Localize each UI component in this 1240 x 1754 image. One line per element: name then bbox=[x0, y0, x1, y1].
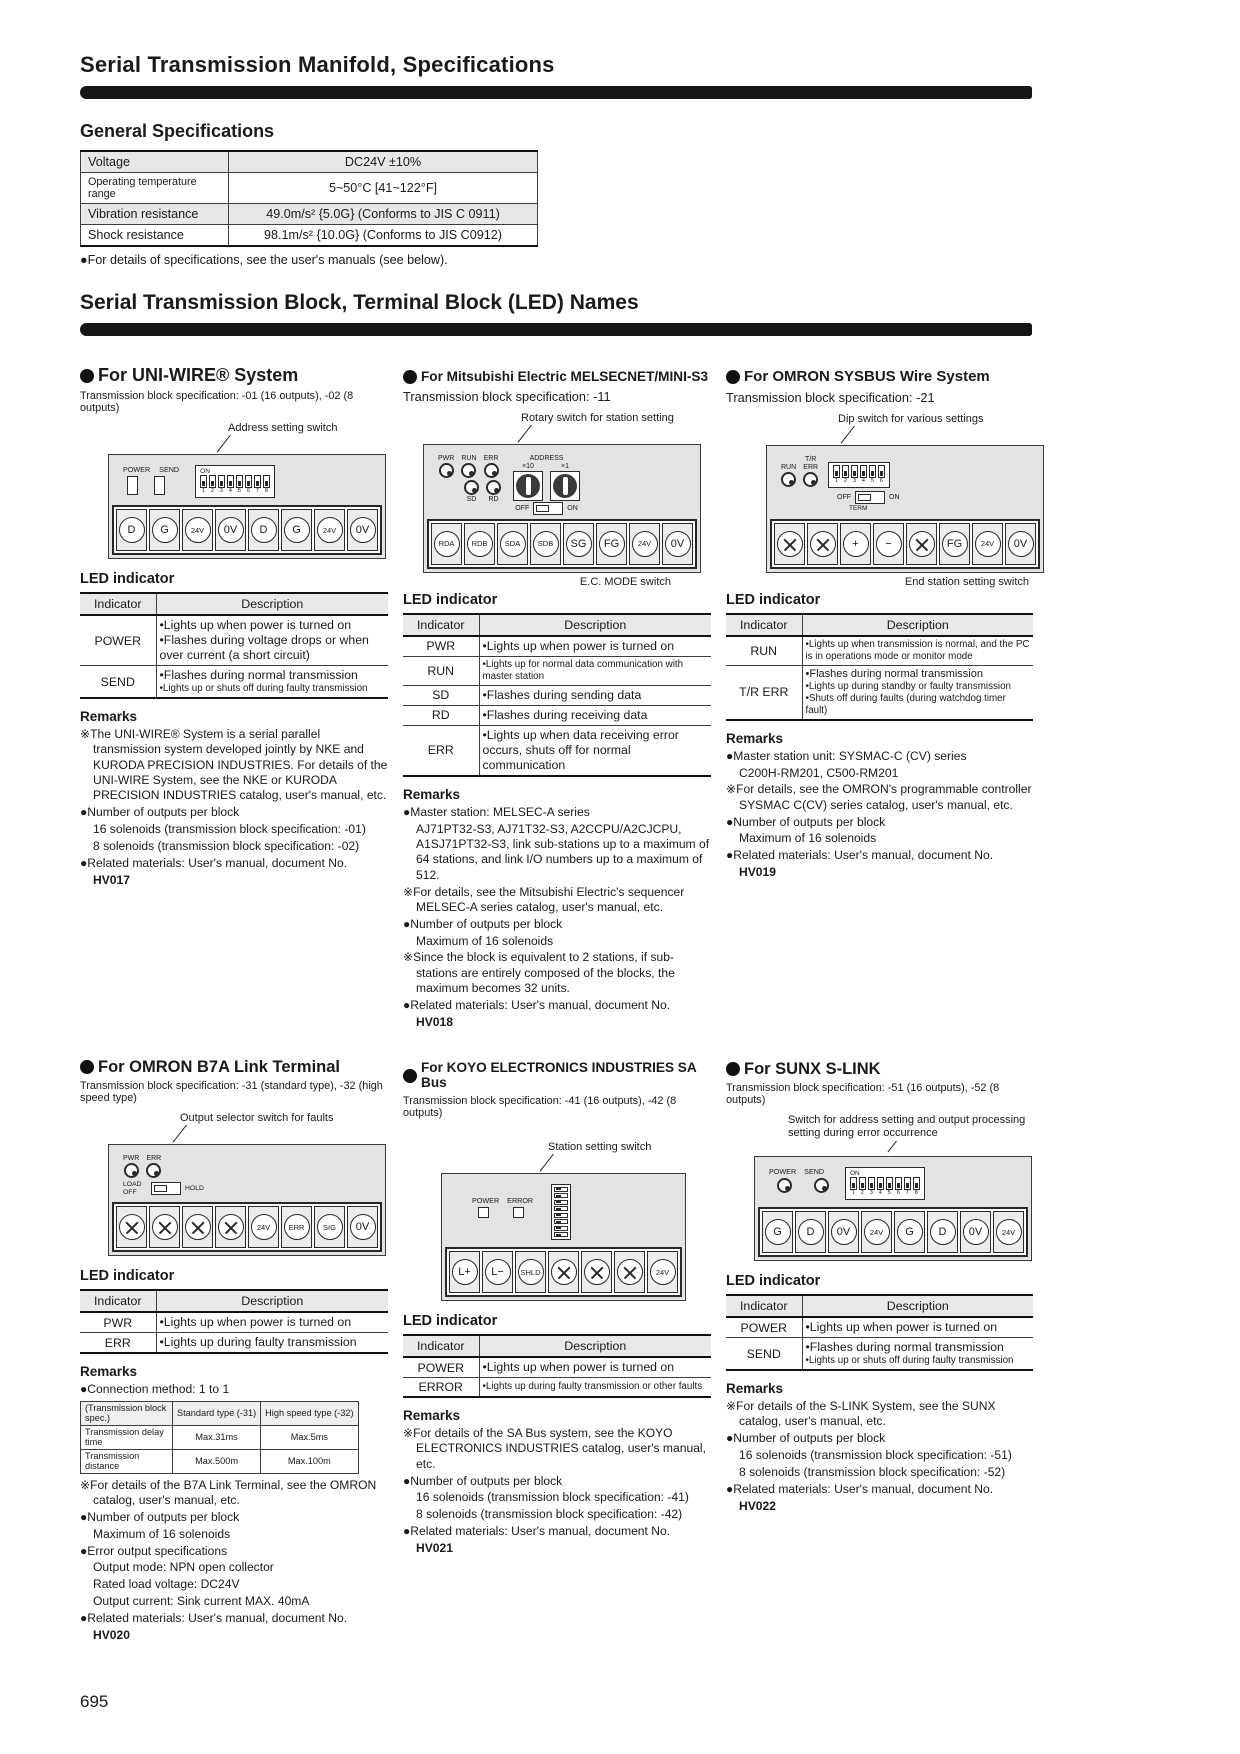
terminal: D bbox=[248, 509, 279, 551]
remark-item: Maximum of 16 solenoids bbox=[93, 1526, 231, 1541]
title-bar bbox=[80, 86, 1032, 99]
led-group bbox=[123, 465, 179, 495]
dip-lever-icon bbox=[554, 1213, 568, 1218]
table-row: (Transmission block spec.) Standard type (-31) High speed type (-32) bbox=[81, 1401, 359, 1425]
slide-switch-icon bbox=[855, 491, 885, 504]
spec-value: 49.0m/s² {5.0G} (Conforms to JIS C 0911) bbox=[229, 204, 538, 225]
spec-value: 5~50°C [41~122°F] bbox=[229, 173, 538, 204]
spec-value: DC24V ±10% bbox=[229, 151, 538, 173]
led-group: POWER ERROR bbox=[472, 1196, 533, 1218]
terminal: 24V bbox=[993, 1211, 1024, 1253]
dip-switch-lever: 7 bbox=[904, 1177, 911, 1197]
screw-icon bbox=[551, 1259, 577, 1285]
terminal: + bbox=[840, 523, 871, 565]
terminal: 0V bbox=[1005, 523, 1036, 565]
terminal: 24V bbox=[314, 509, 345, 551]
led-table-row: POWER •Lights up when power is turned on bbox=[403, 1357, 711, 1378]
led-table-row: ERR •Lights up during faulty transmission bbox=[80, 1333, 388, 1354]
remarks-heading: Remarks bbox=[726, 730, 784, 746]
remark-item: Output mode: NPN open collector bbox=[93, 1560, 274, 1575]
remark-item: Rated load voltage: DC24V bbox=[93, 1577, 240, 1592]
rotary-switch-x1-icon bbox=[553, 474, 577, 498]
led-table-row: SD •Flashes during sending data bbox=[403, 685, 711, 705]
document-number: HV019 bbox=[739, 865, 776, 880]
dip-switch-lever: 4 bbox=[860, 465, 867, 485]
terminal: 24V bbox=[861, 1211, 892, 1253]
terminal: 24V bbox=[182, 509, 213, 551]
terminal: 0V bbox=[347, 509, 378, 551]
device-caption: Switch for address setting and output processing setting during error occurrence bbox=[726, 1114, 1033, 1156]
terminal-strip bbox=[770, 519, 1040, 569]
err-led-icon bbox=[146, 1163, 161, 1178]
dip-switch-lever: 8 bbox=[263, 475, 270, 495]
dip-switch-lever: 3 bbox=[218, 475, 225, 495]
dip-switch-lever: 5 bbox=[886, 1177, 893, 1197]
terminal: 24V bbox=[248, 1206, 279, 1248]
document-number: HV020 bbox=[93, 1627, 130, 1642]
led-group: POWER SEND bbox=[769, 1167, 829, 1193]
section-title-text: For KOYO ELECTRONICS INDUSTRIES SA Bus bbox=[421, 1059, 697, 1090]
terminal: 0V bbox=[347, 1206, 378, 1248]
led-table: Indicator Description PWR •Lights up when power is turned on RUN •Lights up for normal data communication with master station SD •Flashes during sending data RD •Flashes during receiving data ERR •Lights up when data receiving error occurs, shuts off for normal communication bbox=[403, 613, 711, 777]
remark-item: 8 solenoids (transmission block specification: -02) bbox=[93, 838, 360, 853]
remark-item: Maximum of 16 solenoids bbox=[416, 933, 554, 948]
remark-item: ※For details of the B7A Link Terminal, see the OMRON catalog, user's manual, etc. bbox=[80, 1477, 377, 1508]
terminal: SHLD bbox=[515, 1251, 546, 1293]
table-row bbox=[81, 225, 538, 247]
screw-icon bbox=[909, 531, 935, 557]
bullet-icon bbox=[726, 370, 740, 384]
section-omron-b7a bbox=[80, 1058, 388, 1645]
dip-switch-lever: 1 bbox=[833, 465, 840, 485]
led-table-row: POWER •Lights up when power is turned on •Flashes during voltage drops or when over current (a short circuit) bbox=[80, 615, 388, 666]
sa-bus-device-diagram bbox=[441, 1173, 686, 1302]
bullet-icon bbox=[403, 370, 417, 384]
end-station-switch: OFF ON bbox=[837, 491, 900, 504]
device-caption: Rotary switch for station setting bbox=[403, 412, 711, 444]
remark-item: ●Number of outputs per block bbox=[726, 1431, 886, 1446]
remarks bbox=[403, 805, 711, 1030]
terminal: L+ bbox=[449, 1251, 480, 1293]
terminal bbox=[906, 523, 937, 565]
terminal: 24V bbox=[629, 523, 660, 565]
remarks-heading: Remarks bbox=[726, 1381, 784, 1396]
section-spec: Transmission block specification: -01 (16 outputs), -02 (8 outputs) bbox=[80, 389, 354, 414]
remarks bbox=[726, 749, 1033, 881]
terminal: G bbox=[894, 1211, 925, 1253]
led-table-row: ERROR •Lights up during faulty transmission or other faults bbox=[403, 1378, 711, 1398]
sections-row-2 bbox=[80, 1058, 1032, 1645]
led-indicator-heading: LED indicator bbox=[80, 571, 175, 588]
leader-line-icon bbox=[540, 1153, 554, 1171]
melsecnet-device-diagram bbox=[423, 444, 701, 573]
led-group: PWR RUN ERR SD RD bbox=[438, 455, 501, 503]
section-title bbox=[403, 1061, 711, 1091]
section-title bbox=[403, 370, 711, 385]
terminal bbox=[548, 1251, 579, 1293]
slide-switch-icon bbox=[151, 1182, 181, 1195]
section-spec: Transmission block specification: -41 (16 outputs), -42 (8 outputs) bbox=[403, 1094, 677, 1119]
b7a-comparison-table bbox=[80, 1401, 359, 1474]
remarks-heading: Remarks bbox=[403, 1408, 461, 1424]
slide-switch-icon bbox=[533, 502, 563, 515]
terminal: D bbox=[927, 1211, 958, 1253]
remark-item: ※For details of the SA Bus system, see the KOYO ELECTRONICS INDUSTRIES catalog, user's manual, etc. bbox=[403, 1426, 706, 1471]
led-table: Indicator Description POWER •Lights up when power is turned on ERROR •Lights up during faulty transmission or other faults bbox=[403, 1334, 711, 1398]
remark-item: 16 solenoids (transmission block specification: -41) bbox=[416, 1490, 689, 1505]
remark-item: ●Master station unit: SYSMAC-C (CV) series bbox=[726, 748, 967, 763]
led-indicator-heading: LED indicator bbox=[726, 1273, 821, 1290]
terminal: RDA bbox=[431, 523, 462, 565]
send-led-icon bbox=[154, 476, 165, 495]
remarks bbox=[403, 1426, 711, 1556]
terminal-strip bbox=[427, 519, 697, 569]
section-title-text: For UNI-WIRE® System bbox=[98, 365, 299, 385]
document-number: HV018 bbox=[416, 1014, 453, 1029]
remarks bbox=[726, 1399, 1033, 1514]
address-dip-switch: ON 1 2 3 4 5 6 7 8 bbox=[845, 1167, 925, 1200]
remark-item: ●Error output specifications bbox=[80, 1543, 228, 1558]
dip-lever-icon bbox=[554, 1187, 568, 1192]
screw-icon bbox=[810, 531, 836, 557]
section-mitsubishi-melsecnet bbox=[403, 352, 711, 1032]
remark-item: ※For details, see the Mitsubishi Electric's sequencer MELSEC-A series catalog, user's manual, etc. bbox=[403, 884, 685, 914]
remark-item: ※For details of the S-LINK System, see the SUNX catalog, user's manual, etc. bbox=[726, 1399, 996, 1429]
remarks bbox=[80, 1382, 388, 1643]
spec-value: 98.1m/s² {10.0G} (Conforms to JIS C0912) bbox=[229, 225, 538, 247]
sd-led-icon bbox=[464, 480, 479, 495]
table-row bbox=[81, 151, 538, 173]
page-number: 695 bbox=[80, 1692, 109, 1711]
terminal bbox=[215, 1206, 246, 1248]
dip-switch-lever: 3 bbox=[851, 465, 858, 485]
section-title bbox=[80, 366, 388, 386]
power-led-icon bbox=[777, 1178, 792, 1193]
terminal: SDA bbox=[497, 523, 528, 565]
dip-switch-lever: 4 bbox=[877, 1177, 884, 1197]
remark-item: Output current: Sink current MAX. 40mA bbox=[93, 1594, 310, 1609]
dip-switch-lever: 2 bbox=[859, 1177, 866, 1197]
section-title bbox=[726, 369, 1033, 386]
screw-icon bbox=[777, 531, 803, 557]
remarks-heading: Remarks bbox=[80, 1364, 138, 1380]
document-number: HV022 bbox=[739, 1498, 776, 1513]
terminal: 24V bbox=[647, 1251, 678, 1293]
remarks bbox=[80, 727, 388, 888]
address-dip-switch: ON 1 2 3 4 5 6 7 8 bbox=[195, 465, 275, 498]
terminal: FG bbox=[939, 523, 970, 565]
terminal: FG bbox=[596, 523, 627, 565]
led-indicator-heading: LED indicator bbox=[726, 591, 821, 608]
section-uni-wire bbox=[80, 352, 388, 889]
specs-note: ●For details of specifications, see the user's manuals (see below). bbox=[80, 253, 448, 267]
spec-label: Voltage bbox=[81, 151, 229, 173]
dip-switch-lever: 6 bbox=[245, 475, 252, 495]
terminal bbox=[614, 1251, 645, 1293]
run-led-icon bbox=[461, 463, 476, 478]
dip-switch-lever: 2 bbox=[209, 475, 216, 495]
general-specs-heading: General Specifications bbox=[80, 121, 275, 141]
dip-switch-lever: 5 bbox=[869, 465, 876, 485]
section-spec: Transmission block specification: -31 (standard type), -32 (high speed type) bbox=[80, 1079, 383, 1104]
led-table-row: ERR •Lights up when data receiving error occurs, shuts off for normal communication bbox=[403, 725, 711, 776]
remark-item: ●Related materials: User's manual, document No. bbox=[403, 1524, 671, 1539]
dip-switch-lever: 7 bbox=[254, 475, 261, 495]
terminal: G bbox=[149, 509, 180, 551]
led-label: SEND bbox=[159, 464, 180, 474]
section-spec: Transmission block specification: -11 bbox=[403, 388, 611, 404]
section-spec: Transmission block specification: -21 bbox=[726, 389, 935, 405]
device-caption-2: E.C. MODE switch bbox=[579, 575, 671, 588]
device-caption: Dip switch for various settings bbox=[726, 413, 1033, 445]
pwr-led-icon bbox=[124, 1163, 139, 1178]
remark-item: 16 solenoids (transmission block specification: -51) bbox=[739, 1448, 1012, 1463]
dip-switch-lever: 1 bbox=[200, 475, 207, 495]
terminal: 0V bbox=[828, 1211, 859, 1253]
dip-switch-lever: 5 bbox=[236, 475, 243, 495]
remark-item: ●Related materials: User's manual, document No. bbox=[726, 848, 994, 863]
device-caption-2: End station setting switch bbox=[904, 575, 1029, 588]
led-indicator-heading: LED indicator bbox=[403, 1313, 498, 1330]
remark-item: ●Number of outputs per block bbox=[80, 805, 240, 820]
terminal bbox=[149, 1206, 180, 1248]
terminal bbox=[807, 523, 838, 565]
run-led-icon bbox=[781, 472, 796, 487]
remark-item: ※For details, see the OMRON's programmable controller SYSMAC C(CV) series catalog, user's manual, etc. bbox=[726, 782, 1032, 812]
s-link-device-diagram bbox=[754, 1156, 1032, 1261]
dip-lever-icon bbox=[554, 1200, 568, 1205]
sections-row-1 bbox=[80, 352, 1032, 1032]
page-title: Serial Transmission Manifold, Specifications bbox=[80, 52, 555, 77]
table-row: Transmission delay time Max.31ms Max.5ms bbox=[81, 1425, 359, 1449]
terminal: 0V bbox=[960, 1211, 991, 1253]
section-title bbox=[80, 1058, 388, 1076]
bullet-icon bbox=[80, 1060, 94, 1074]
dip-switch-lever: 4 bbox=[227, 475, 234, 495]
terminal-strip bbox=[758, 1207, 1028, 1257]
terminal-strip bbox=[112, 505, 382, 555]
ec-mode-switch: OFF ON bbox=[515, 502, 578, 515]
led-label: POWER bbox=[123, 464, 151, 474]
heading-bar bbox=[80, 323, 1032, 336]
led-indicator-heading: LED indicator bbox=[80, 1268, 175, 1285]
power-led-icon bbox=[127, 476, 138, 495]
terminal: 24V bbox=[972, 523, 1003, 565]
terminal: D bbox=[116, 509, 147, 551]
section-title-text: For SUNX S-LINK bbox=[744, 1059, 881, 1078]
terminal: 0V bbox=[215, 509, 246, 551]
remarks-heading: Remarks bbox=[80, 709, 138, 725]
leader-line-icon bbox=[887, 1140, 896, 1152]
remark-item: 16 solenoids (transmission block specification: -01) bbox=[93, 822, 366, 837]
screw-icon bbox=[218, 1214, 244, 1240]
leader-line-icon bbox=[518, 425, 532, 443]
led-group: PWR ERR bbox=[123, 1155, 161, 1178]
dip-switch-lever: 3 bbox=[868, 1177, 875, 1197]
remark-item: ●Related materials: User's manual, document No. bbox=[80, 1611, 348, 1625]
device-caption: Address setting switch bbox=[80, 422, 388, 454]
error-led-icon bbox=[513, 1207, 524, 1218]
b7a-device-diagram bbox=[108, 1144, 386, 1257]
device-caption: Output selector switch for faults bbox=[80, 1112, 388, 1144]
led-table-row: RUN •Lights up when transmission is normal, and the PC is in operations mode or monitor mode bbox=[726, 636, 1033, 665]
led-table: Indicator Description POWER •Lights up when power is turned on SEND •Flashes during normal transmission •Lights up or shuts off during faulty transmission bbox=[726, 1294, 1033, 1371]
screw-icon bbox=[185, 1214, 211, 1240]
sysbus-device-diagram: RUN T/R ERR 1 2 3 4 5 6 OFF ON TERM + − FG 24V 0V bbox=[766, 445, 1044, 573]
terminal: 0V bbox=[662, 523, 693, 565]
rotary-switch-x10-icon bbox=[516, 474, 540, 498]
terminal bbox=[581, 1251, 612, 1293]
block-names-heading: Serial Transmission Block, Terminal Block (LED) Names bbox=[80, 291, 639, 314]
leader-line-icon bbox=[841, 425, 855, 443]
dip-switch-lever: 6 bbox=[895, 1177, 902, 1197]
leader-line-icon bbox=[217, 434, 231, 452]
led-table: Indicator Description PWR •Lights up when power is turned on ERR •Lights up during faulty transmission bbox=[80, 1289, 388, 1354]
dip-lever-icon bbox=[554, 1193, 568, 1198]
led-group: RUN T/R ERR bbox=[781, 456, 818, 487]
led-table-row: SEND •Flashes during normal transmission •Lights up or shuts off during faulty transmission bbox=[80, 666, 388, 698]
remark-item: Maximum of 16 solenoids bbox=[739, 831, 877, 846]
address-rotary-switches: ADDRESS ×10 ×1 OFF ON bbox=[513, 455, 580, 515]
section-title-text: For OMRON SYSBUS Wire System bbox=[744, 368, 990, 385]
section-title-text: For OMRON B7A Link Terminal bbox=[98, 1057, 341, 1076]
remarks-heading: Remarks bbox=[403, 786, 461, 802]
led-table-row: RD •Flashes during receiving data bbox=[403, 705, 711, 725]
remark-item: ●Number of outputs per block bbox=[403, 1473, 563, 1488]
remark-item: ●Related materials: User's manual, document No. bbox=[726, 1481, 994, 1496]
led-table-row: PWR •Lights up when power is turned on bbox=[80, 1312, 388, 1333]
remark-item: ※The UNI-WIRE® System is a serial parallel transmission system developed jointly by NKE and KURODA PRECISION INDUSTRIES. For details of the UNI-WIRE System, see the NKE or KURODA PRECISION INDUSTRIES catalog, user's manual, etc. bbox=[80, 727, 388, 803]
dip-switch-lever: 1 bbox=[850, 1177, 857, 1197]
power-led-icon bbox=[478, 1207, 489, 1218]
table-row: Transmission distance Max.500m Max.100m bbox=[81, 1449, 359, 1473]
dip-lever-icon bbox=[554, 1206, 568, 1211]
terminal: L− bbox=[482, 1251, 513, 1293]
led-table: Indicator Description POWER •Lights up when power is turned on •Flashes during voltage drops or when over current (a short circuit) SEND •Flashes during normal transmission •Lights up or shuts off during faulty transmission bbox=[80, 592, 388, 699]
led-table-row: T/R ERR •Flashes during normal transmission •Lights up during standby or faulty transmission •Shuts off during faults (during watchdog timer fault) bbox=[726, 665, 1033, 720]
screw-icon bbox=[119, 1214, 145, 1240]
terminal bbox=[116, 1206, 147, 1248]
remark-item: AJ71PT32-S3, AJ71T32-S3, A2CCPU/A2CJCPU, A1SJ71PT32-S3, link sub-stations up to a maximum of 64 stations, and link I/O numbers up to a maximum of 512. bbox=[416, 821, 710, 882]
terminal: SG bbox=[563, 523, 594, 565]
screw-icon bbox=[584, 1259, 610, 1285]
send-led-icon bbox=[814, 1178, 829, 1193]
terminal: SDB bbox=[530, 523, 561, 565]
fault-output-switch: LOAD OFF HOLD bbox=[123, 1180, 204, 1196]
terminal-strip bbox=[445, 1247, 682, 1297]
dip-switch-lever: 8 bbox=[913, 1177, 920, 1197]
led-table-row: PWR •Lights up when power is turned on bbox=[403, 636, 711, 657]
bullet-icon bbox=[80, 369, 94, 383]
document-number: HV017 bbox=[93, 872, 130, 887]
remark-item: ●Related materials: User's manual, document No. bbox=[403, 997, 671, 1012]
terminal: D bbox=[795, 1211, 826, 1253]
table-row bbox=[81, 204, 538, 225]
remark-item: C200H-RM201, C500-RM201 bbox=[739, 765, 899, 780]
remark-item: 8 solenoids (transmission block specification: -42) bbox=[416, 1507, 683, 1522]
remark-item: ●Number of outputs per block bbox=[80, 1509, 240, 1524]
remark-item: ※Since the block is equivalent to 2 stations, if sub-stations are entirely composed of the blocks, the maximum becomes 32 units. bbox=[403, 950, 675, 996]
remark-item: ●Connection method: 1 to 1 bbox=[80, 1382, 230, 1397]
terminal: G bbox=[281, 509, 312, 551]
section-koyo-sa-bus bbox=[403, 1058, 711, 1558]
leader-line-icon bbox=[173, 1124, 187, 1142]
led-indicator-heading: LED indicator bbox=[403, 591, 498, 608]
section-title-text: For Mitsubishi Electric MELSECNET/MINI-S3 bbox=[421, 369, 709, 384]
station-dip-switch bbox=[551, 1184, 571, 1241]
remark-item: ●Master station: MELSEC-A series bbox=[403, 804, 590, 819]
section-sunx-s-link bbox=[726, 1058, 1033, 1516]
section-spec: Transmission block specification: -51 (16 outputs), -52 (8 outputs) bbox=[726, 1081, 1000, 1106]
terminal: SIG bbox=[314, 1206, 345, 1248]
terminal: − bbox=[873, 523, 904, 565]
terminal bbox=[774, 523, 805, 565]
section-title bbox=[726, 1060, 1033, 1078]
screw-icon bbox=[617, 1259, 643, 1285]
err-led-icon bbox=[484, 463, 499, 478]
bullet-icon bbox=[726, 1062, 740, 1076]
dip-lever-icon bbox=[554, 1219, 568, 1224]
dip-switch-lever: 2 bbox=[842, 465, 849, 485]
pwr-led-icon bbox=[439, 463, 454, 478]
terminal: RDB bbox=[464, 523, 495, 565]
spec-label: Vibration resistance bbox=[81, 204, 229, 225]
table-row bbox=[81, 173, 538, 204]
dip-lever-icon bbox=[554, 1226, 568, 1231]
led-table: Indicator Description RUN •Lights up when transmission is normal, and the PC is in operations mode or monitor mode T/R ERR •Flashes during normal transmission •Lights up during standby or faulty transmission •Shuts off during faults (during watchdog timer fault) bbox=[726, 613, 1033, 721]
general-specs-table bbox=[80, 150, 538, 247]
bullet-icon bbox=[403, 1069, 417, 1083]
dip-lever-icon bbox=[554, 1232, 568, 1237]
terminal bbox=[182, 1206, 213, 1248]
document-number: HV021 bbox=[416, 1540, 453, 1555]
led-table-row: RUN •Lights up for normal data communication with master station bbox=[403, 656, 711, 685]
led-table-row: SEND •Flashes during normal transmission •Lights up or shuts off during faulty transmission bbox=[726, 1338, 1033, 1370]
remark-item: ●Number of outputs per block bbox=[403, 916, 563, 931]
screw-icon bbox=[152, 1214, 178, 1240]
led-table-row: POWER •Lights up when power is turned on bbox=[726, 1317, 1033, 1338]
remark-item: 8 solenoids (transmission block specification: -52) bbox=[739, 1464, 1006, 1479]
dip-switch-lever: 6 bbox=[878, 465, 885, 485]
uni-wire-device-diagram bbox=[108, 454, 386, 559]
section-omron-sysbus bbox=[726, 352, 1033, 882]
rd-led-icon bbox=[486, 480, 501, 495]
terminal: G bbox=[762, 1211, 793, 1253]
tr-err-led-icon bbox=[803, 472, 818, 487]
terminal: ERR bbox=[281, 1206, 312, 1248]
spec-label: Operating temperature range bbox=[81, 173, 229, 204]
terminal-strip bbox=[112, 1202, 382, 1252]
settings-dip-switch bbox=[828, 462, 890, 488]
remark-item: ●Related materials: User's manual, document No. bbox=[80, 855, 348, 870]
spec-label: Shock resistance bbox=[81, 225, 229, 247]
device-caption: Station setting switch bbox=[403, 1141, 711, 1173]
remark-item: ●Number of outputs per block bbox=[726, 814, 886, 829]
